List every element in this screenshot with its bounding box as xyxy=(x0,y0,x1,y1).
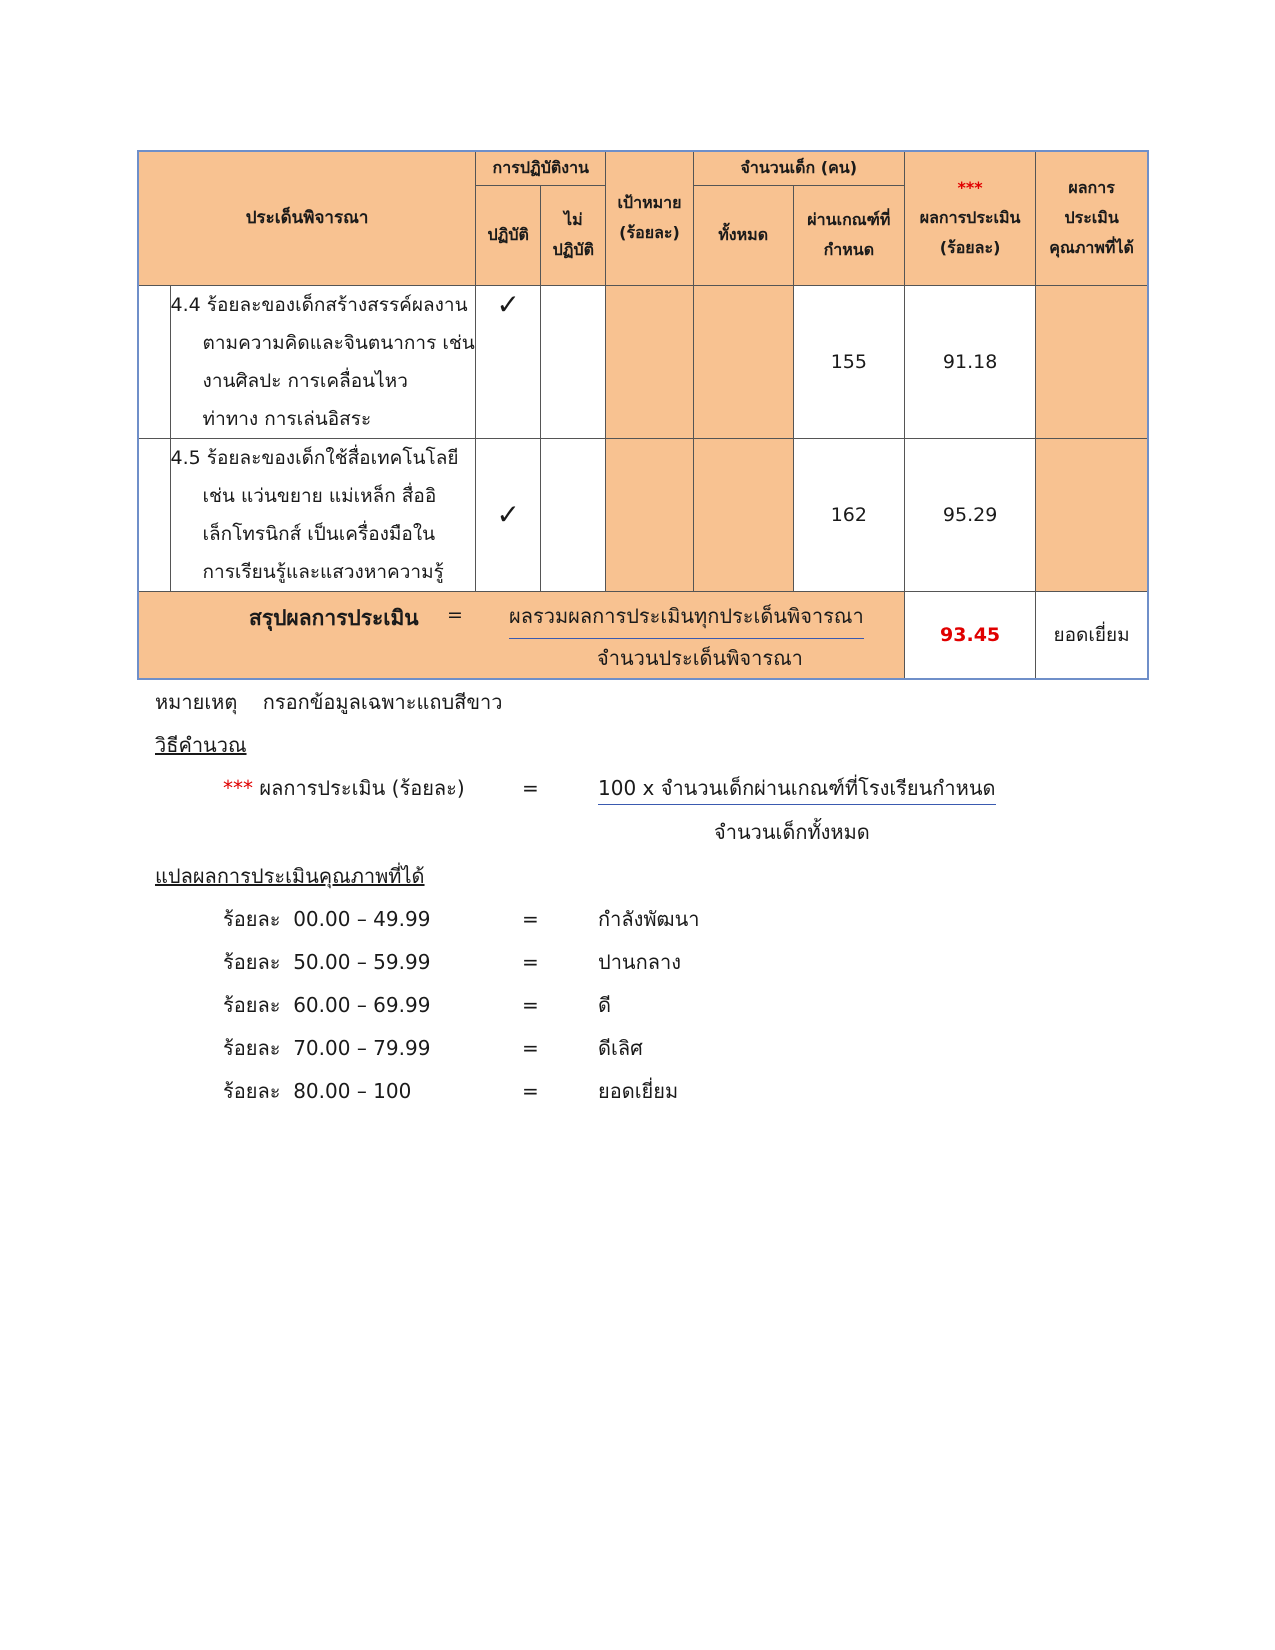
level-name: กำลังพัฒนา xyxy=(598,907,700,931)
formula-denominator: จำนวนเด็กทั้งหมด xyxy=(714,820,870,844)
level-equals: = xyxy=(522,1079,539,1103)
header-practice-yes: ปฏิบัติ xyxy=(476,185,541,285)
summary-formula xyxy=(138,591,904,679)
formula-numerator: 100 x จำนวนเด็กผ่านเกณฑ์ที่โรงเรียนกำหนด xyxy=(598,774,996,802)
practice-check: ✓ xyxy=(476,438,541,591)
header-practice-no: ไม่ ปฏิบัติ xyxy=(541,185,606,285)
level-name: ปานกลาง xyxy=(598,950,681,974)
row-issue-text: 4.5 ร้อยละของเด็กใช้สื่อเทคโนโลยี เช่น แว่นขยาย แม่เหล็ก สื่ออิ เล็กโทรนิกส์ เป็นเครื่องมือใน การเรียนรู้และแสวงหาความรู้ xyxy=(170,438,476,591)
table-row xyxy=(138,438,1148,591)
level-equals: = xyxy=(522,950,539,974)
level-equals: = xyxy=(522,907,539,931)
header-children-pass: ผ่านเกณฑ์ที่ กำหนด xyxy=(793,185,904,285)
children-total-cell xyxy=(693,438,793,591)
remark-text: กรอกข้อมูลเฉพาะแถบสีขาว xyxy=(262,690,503,714)
interpret-title: แปลผลการประเมินคุณภาพที่ได้ xyxy=(155,864,425,888)
summary-score: 93.45 xyxy=(904,591,1035,679)
evaluation-table xyxy=(137,150,1149,680)
header-children: จำนวนเด็ก (คน) xyxy=(693,151,904,185)
formula-mark: *** xyxy=(223,776,253,800)
children-pass-cell: 162 xyxy=(793,438,904,591)
summary-label: สรุปผลการประเมิน xyxy=(249,605,419,630)
remark-label: หมายเหตุ xyxy=(155,690,238,714)
level-name: ดีเลิศ xyxy=(598,1036,643,1060)
children-pass-cell: 155 xyxy=(793,285,904,438)
result-cell: 95.29 xyxy=(904,438,1035,591)
level-name: ยอดเยี่ยม xyxy=(598,1079,679,1103)
method-title: วิธีคำนวณ xyxy=(155,733,247,757)
summary-denominator: จำนวนประเด็นพิจารณา xyxy=(597,645,803,670)
target-cell xyxy=(606,285,693,438)
practice-no-cell xyxy=(541,438,606,591)
header-target: เป้าหมาย (ร้อยละ) xyxy=(606,151,693,285)
formula-label: *** ผลการประเมิน (ร้อยละ) xyxy=(223,776,465,800)
remark xyxy=(155,688,503,716)
quality-cell xyxy=(1036,438,1148,591)
header-practice: การปฏิบัติงาน xyxy=(476,151,606,185)
header-quality: ผลการ ประเมิน คุณภาพที่ได้ xyxy=(1036,151,1148,285)
level-label: ร้อยละ 60.00 – 69.99 xyxy=(223,993,431,1017)
summary-equals: = xyxy=(447,603,463,626)
level-equals: = xyxy=(522,993,539,1017)
children-total-cell xyxy=(693,285,793,438)
header-children-total: ทั้งหมด xyxy=(693,185,793,285)
summary-row xyxy=(138,591,1148,679)
row-issue-text: 4.4 ร้อยละของเด็กสร้างสรรค์ผลงาน ตามความคิดและจินตนาการ เช่น งานศิลปะ การเคลื่อนไหว ท่าทาง การเล่นอิสระ xyxy=(170,285,476,438)
level-label: ร้อยละ 00.00 – 49.99 xyxy=(223,907,431,931)
level-label: ร้อยละ 70.00 – 79.99 xyxy=(223,1036,431,1060)
quality-cell xyxy=(1036,285,1148,438)
practice-no-cell xyxy=(541,285,606,438)
practice-check: ✓ xyxy=(476,285,541,438)
level-label: ร้อยละ 80.00 – 100 xyxy=(223,1079,412,1103)
level-equals: = xyxy=(522,1036,539,1060)
target-cell xyxy=(606,438,693,591)
header-result: *** ผลการประเมิน (ร้อยละ) xyxy=(904,151,1035,285)
result-cell: 91.18 xyxy=(904,285,1035,438)
summary-level: ยอดเยี่ยม xyxy=(1036,591,1148,679)
level-name: ดี xyxy=(598,993,611,1017)
formula-equals: = xyxy=(522,776,539,800)
header-issue: ประเด็นพิจารณา xyxy=(138,151,476,285)
table-row xyxy=(138,285,1148,438)
summary-numerator: ผลรวมผลการประเมินทุกประเด็นพิจารณา xyxy=(509,600,864,639)
level-label: ร้อยละ 50.00 – 59.99 xyxy=(223,950,431,974)
